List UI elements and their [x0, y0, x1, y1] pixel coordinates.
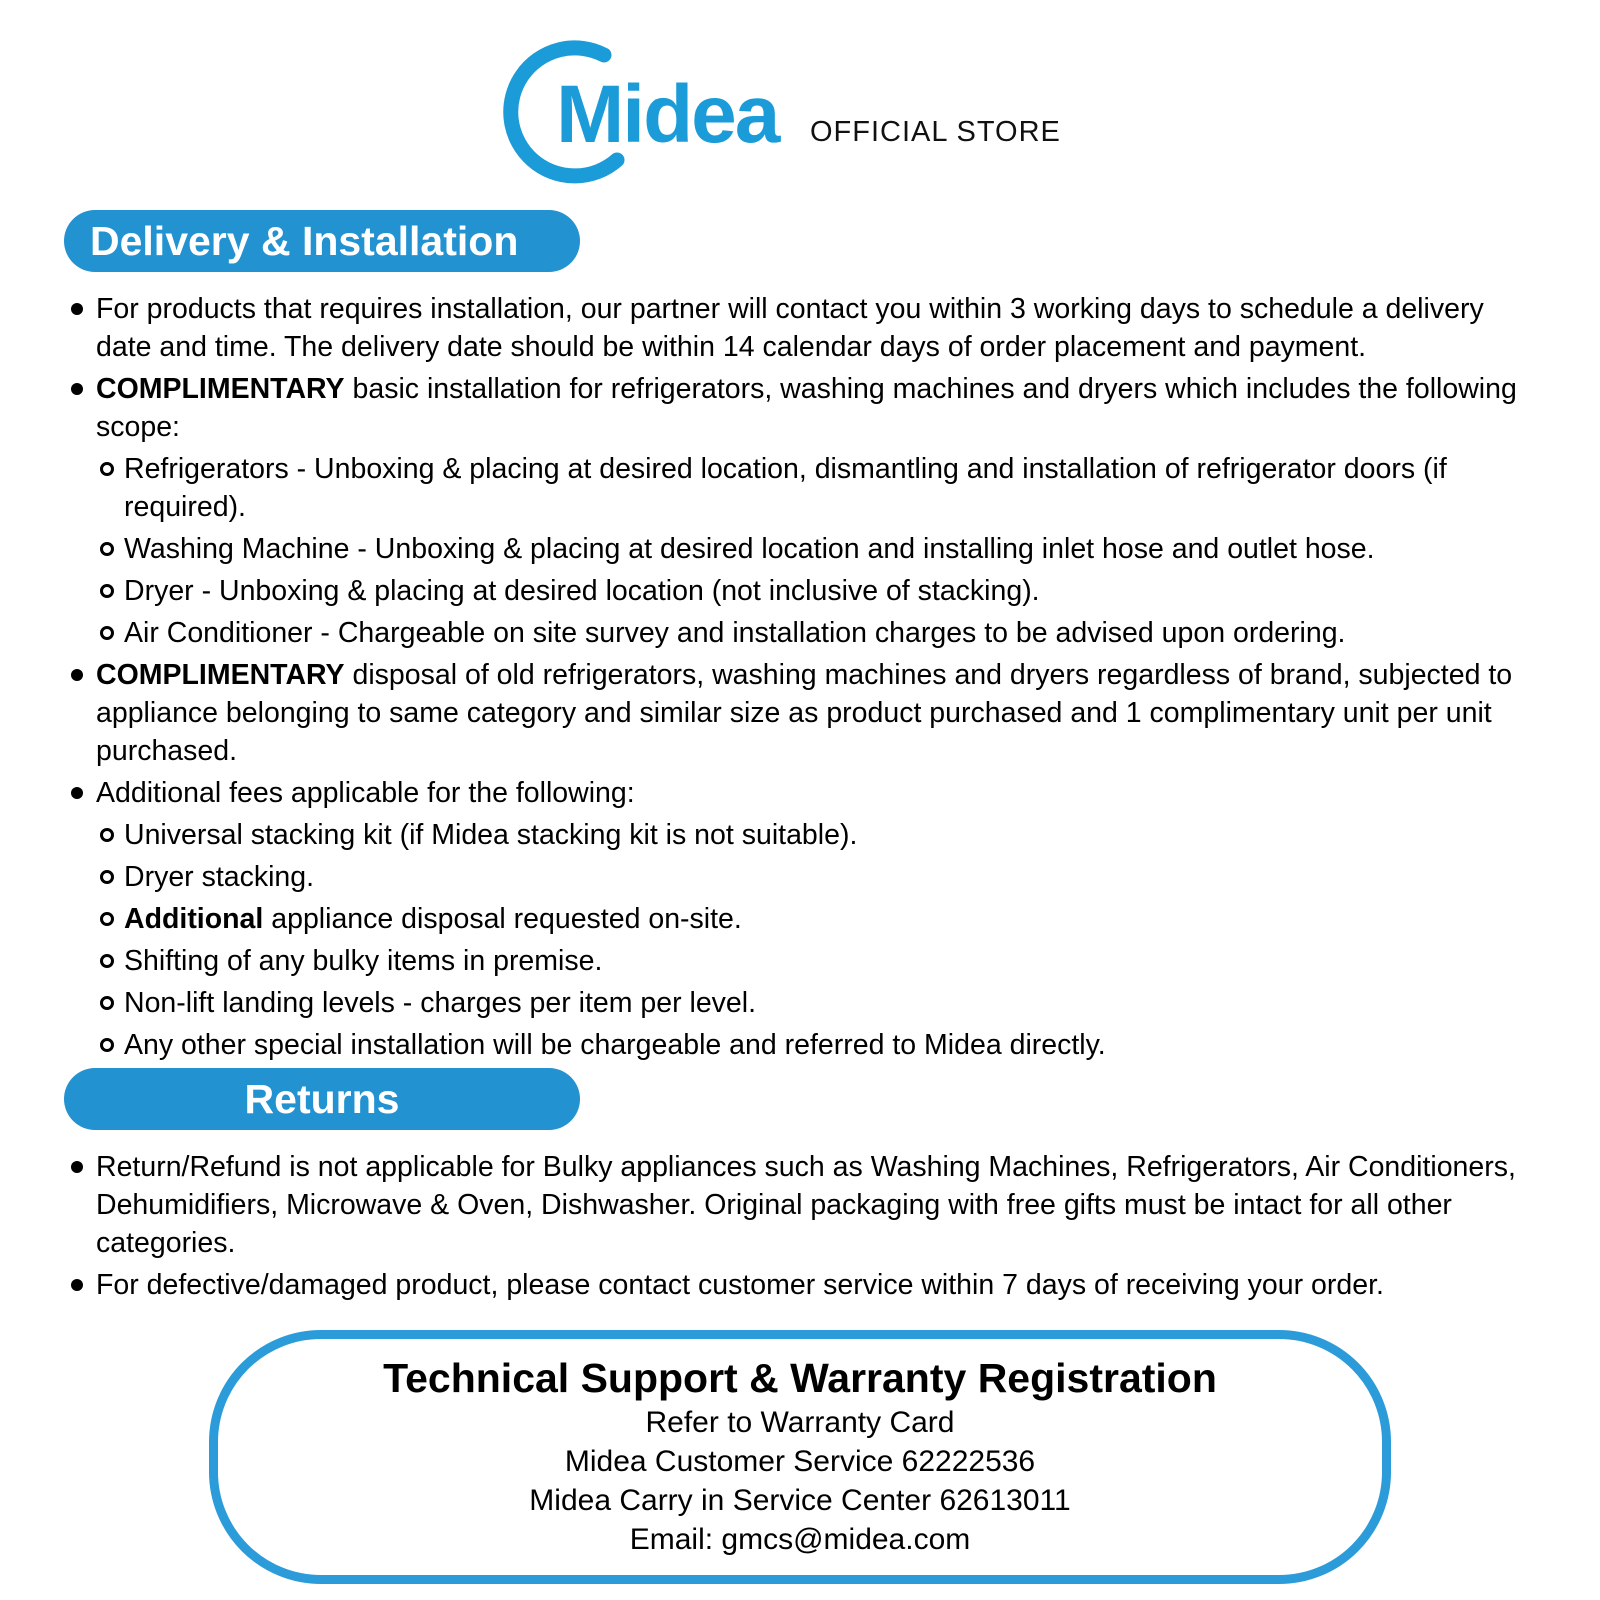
list-item-text [124, 453, 1447, 523]
item-rest-text: Additional fees applicable for the following: [96, 777, 635, 809]
list-item [64, 774, 1536, 812]
list-item-text [96, 373, 1517, 443]
bullet-icon [71, 787, 83, 799]
list-item [64, 656, 1536, 770]
delivery-list [64, 290, 1536, 1064]
list-item [64, 370, 1536, 446]
list-item [96, 572, 1536, 610]
list-item-text [124, 861, 314, 893]
item-bold-text: COMPLIMENTARY [96, 373, 345, 405]
list-item-text [96, 293, 1484, 363]
support-line-carry-in-center: Midea Carry in Service Center 62613011 [529, 1484, 1071, 1517]
support-box [209, 1330, 1391, 1584]
list-item-text [124, 987, 756, 1019]
list-item [96, 530, 1536, 568]
delivery-section-header [64, 210, 580, 272]
sub-bullet-icon [100, 912, 114, 926]
list-item-text [124, 617, 1345, 649]
list-item [64, 290, 1536, 366]
list-item [96, 816, 1536, 854]
support-line-email: Email: gmcs@midea.com [629, 1523, 971, 1556]
support-line-warranty-card: Refer to Warranty Card [645, 1406, 955, 1439]
item-rest-text: disposal of old refrigerators, washing machines and dryers regardless of brand, subjected to appliance belonging to same category and similar size as product purchased and 1 complimentary unit per unit purchased. [96, 659, 1513, 767]
bullet-icon [71, 303, 83, 315]
item-rest-text: Dryer - Unboxing & placing at desired location (not inclusive of stacking). [124, 575, 1040, 607]
midea-logotype: Midea [556, 69, 779, 160]
brand-logo [480, 38, 1120, 188]
list-item-text [124, 819, 857, 851]
list-item-text [124, 533, 1375, 565]
list-item [64, 1266, 1536, 1304]
list-item-text [124, 1029, 1106, 1061]
sub-bullet-icon [100, 870, 114, 884]
sub-bullet-icon [100, 462, 114, 476]
sub-bullet-icon [100, 954, 114, 968]
sub-bullet-icon [100, 828, 114, 842]
item-bold-text: Additional [124, 903, 264, 935]
official-store-label: OFFICIAL STORE [810, 116, 1061, 148]
item-rest-text: Universal stacking kit (if Midea stacking kit is not suitable). [124, 819, 858, 851]
delivery-section-title: Delivery & Installation [90, 217, 519, 264]
sub-bullet-icon [100, 626, 114, 640]
list-item [96, 450, 1536, 526]
item-rest-text: basic installation for refrigerators, washing machines and dryers which includes the following scope: [96, 373, 1517, 443]
item-rest-text: For defective/damaged product, please contact customer service within 7 days of receiving your order. [96, 1269, 1384, 1301]
list-item [64, 1148, 1536, 1262]
sub-bullet-icon [100, 996, 114, 1010]
list-item [96, 858, 1536, 896]
list-item [96, 1026, 1536, 1064]
list-item [96, 614, 1536, 652]
item-rest-text: appliance disposal requested on-site. [263, 903, 742, 935]
returns-list [64, 1148, 1536, 1304]
bullet-icon [71, 669, 83, 681]
list-item-text [96, 777, 635, 809]
returns-section-title: Returns [244, 1075, 400, 1122]
bullet-icon [71, 383, 83, 395]
sub-bullet-icon [100, 584, 114, 598]
item-rest-text: For products that requires installation, our partner will contact you within 3 working days to schedule a delivery date and time. The delivery date should be within 14 calendar days of order placement and payment. [96, 293, 1484, 363]
list-item-text [124, 575, 1040, 607]
list-item-text [96, 1151, 1516, 1259]
item-rest-text: Dryer stacking. [124, 861, 315, 893]
list-item-text [96, 1269, 1384, 1301]
sub-bullet-icon [100, 542, 114, 556]
returns-section-header [64, 1068, 580, 1130]
support-title: Technical Support & Warranty Registration [383, 1355, 1217, 1401]
item-bold-text: COMPLIMENTARY [96, 659, 345, 691]
item-rest-text: Washing Machine - Unboxing & placing at desired location and installing inlet hose and outlet hose. [124, 533, 1375, 565]
list-item [96, 942, 1536, 980]
list-item [96, 984, 1536, 1022]
item-rest-text: Refrigerators - Unboxing & placing at desired location, dismantling and installation of refrigerator doors (if required). [124, 453, 1447, 523]
item-rest-text: Non-lift landing levels - charges per item per level. [124, 987, 757, 1019]
list-item-text [124, 945, 602, 977]
item-rest-text: Any other special installation will be chargeable and referred to Midea directly. [124, 1029, 1106, 1061]
support-line-customer-service: Midea Customer Service 62222536 [564, 1445, 1036, 1478]
list-item-text [124, 903, 742, 935]
sub-bullet-icon [100, 1038, 114, 1052]
item-rest-text: Shifting of any bulky items in premise. [124, 945, 603, 977]
item-rest-text: Air Conditioner - Chargeable on site survey and installation charges to be advised upon ordering. [124, 617, 1346, 649]
item-rest-text: Return/Refund is not applicable for Bulky appliances such as Washing Machines, Refrigerators, Air Conditioners, Dehumidifiers, Microwave & Oven, Dishwasher. Original packaging with free gifts must be intact for all other categories. [96, 1151, 1516, 1259]
bullet-icon [71, 1279, 83, 1291]
list-item [96, 900, 1536, 938]
list-item-text [96, 659, 1512, 767]
bullet-icon [71, 1161, 83, 1173]
